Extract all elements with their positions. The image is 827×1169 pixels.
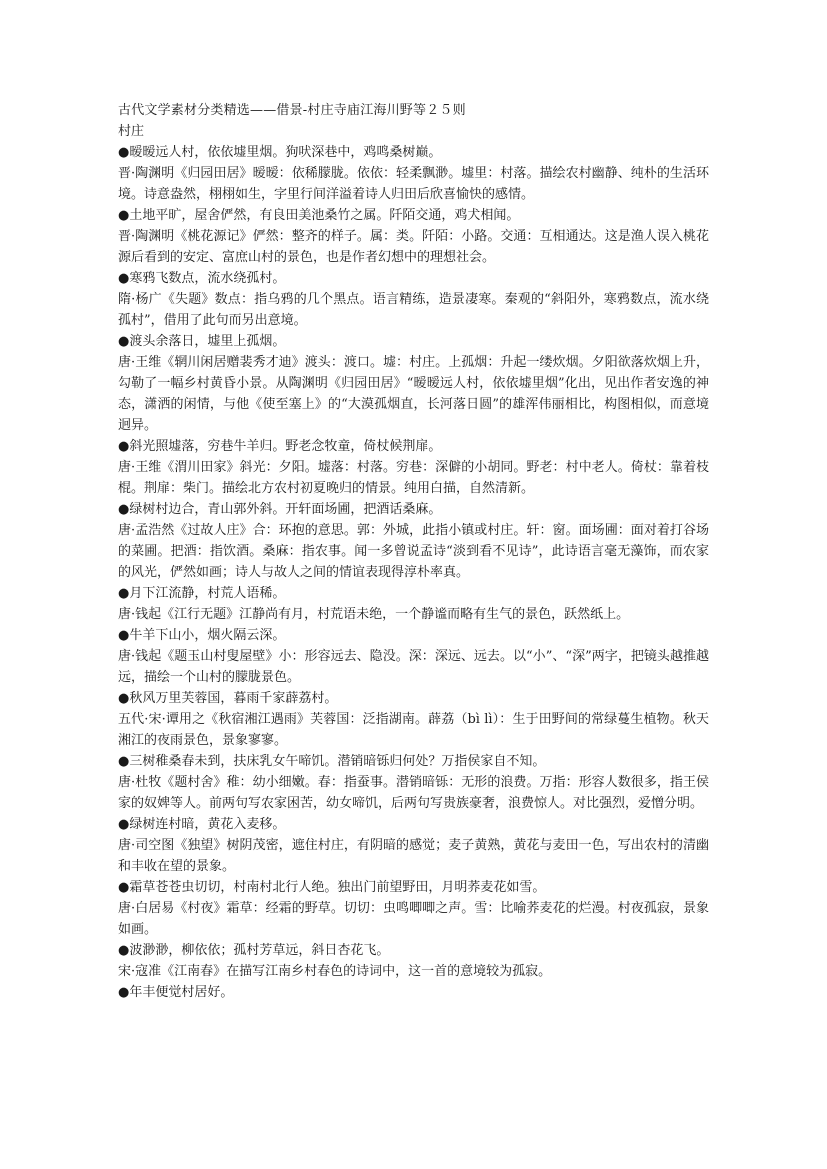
annotation-paragraph: 宋·寇准《江南春》在描写江南乡村春色的诗词中，这一首的意境较为孤寂。 [118,964,552,979]
annotation-paragraph: 五代·宋·谭用之《秋宿湘江遇雨》芙蓉国：泛指湖南。薜荔（bì lì）：生于田野间的常绿蔓生植物。秋天湘江的夜雨景色，景象寥寥。 [118,712,709,748]
annotation-paragraph: 隋·杨广《失题》数点：指乌鸦的几个黑点。语言精练，造景凄寒。秦观的“斜阳外，寒鸦数点，流水绕孤村”，借用了此句而另出意境。 [118,292,709,328]
poem-line: ●秋风万里芙蓉国，暮雨千家薜荔村。 [118,691,338,706]
poem-line: ●渡头余落日，墟里上孤烟。 [118,334,286,349]
poem-line: ●霜草苍苍虫切切，村南村北行人绝。独出门前望野田，月明荞麦花如雪。 [118,880,546,895]
annotation-paragraph: 唐·杜牧《题村舍》稚：幼小细嫩。春：指蚕事。潜销暗铄：无形的浪费。万指：形容人数很多，指王侯家的奴婢等人。前两句写农家困苦，幼女啼饥，后两句写贵族豪奢，浪费惊人。对比强烈，爱憎分明。 [118,775,709,811]
poem-line: ●三树稚桑春未到，扶床乳女午啼饥。潜销暗铄归何处？万指侯家自不知。 [118,754,546,769]
poem-line: ●绿树连村暗，黄花入麦移。 [118,817,286,832]
annotation-paragraph: 唐·孟浩然《过故人庄》合：环抱的意思。郭：外城，此指小镇或村庄。轩：窗。面场圃：面对着打谷场的菜圃。把酒：指饮酒。桑麻：指农事。闻一多曾说孟诗“淡到看不见诗”，此诗语言毫无藻饰，而农家的风光，俨然如画；诗人与故人之间的情谊表现得淳朴率真。 [118,523,709,580]
document-body [118,142,709,1003]
poem-line: ●寒鸦飞数点，流水绕孤村。 [118,271,286,286]
annotation-paragraph: 唐·司空图《独望》树阴茂密，遮住村庄，有阴暗的感觉；麦子黄熟，黄花与麦田一色，写出农村的清幽和丰收在望的景象。 [118,838,709,874]
poem-line: ●月下江流静，村荒人语稀。 [118,586,286,601]
poem-line: ●土地平旷，屋舍俨然，有良田美池桑竹之属。阡陌交通，鸡犬相闻。 [118,208,520,223]
poem-line: ●暧暧远人村，依依墟里烟。狗吠深巷中，鸡鸣桑树巅。 [118,145,442,160]
annotation-paragraph: 唐·钱起《题玉山村叟屋壁》小：形容远去、隐没。深：深远、远去。以“小”、“深”两字，把镜头越推越远，描绘一个山村的朦胧景色。 [118,649,709,685]
poem-line: ●年丰便觉村居好。 [118,985,234,1000]
annotation-paragraph: 晋·陶渊明《桃花源记》俨然：整齐的样子。属：类。阡陌：小路。交通：互相通达。这是渔人误入桃花源后看到的安定、富庶山村的景色，也是作者幻想中的理想社会。 [118,229,709,265]
annotation-paragraph: 晋·陶渊明《归园田居》暧暧：依稀朦胧。依依：轻柔飘渺。墟里：村落。描绘农村幽静、纯朴的生活环境。诗意盎然，栩栩如生，字里行间洋溢着诗人归田后欣喜愉快的感情。 [118,166,709,202]
poem-line: ●斜光照墟落，穷巷牛羊归。野老念牧童，倚杖候荆扉。 [118,439,442,454]
annotation-paragraph: 唐·白居易《村夜》霜草：经霜的野草。切切：虫鸣唧唧之声。雪：比喻荞麦花的烂漫。村夜孤寂，景象如画。 [118,901,709,937]
annotation-paragraph: 唐·王维《渭川田家》斜光：夕阳。墟落：村落。穷巷：深僻的小胡同。野老：村中老人。倚杖：靠着枝棍。荆扉：柴门。描绘北方农村初夏晚归的情景。纯用白描，自然清新。 [118,460,709,496]
section-heading: 村庄 [118,124,145,139]
document-title: 古代文学素材分类精选——借景-村庄寺庙江海川野等２５则 [118,103,466,118]
poem-line: ●牛羊下山小，烟火隔云深。 [118,628,286,643]
poem-line: ●波渺渺，柳依依；孤村芳草远，斜日杏花飞。 [118,943,390,958]
annotation-paragraph: 唐·钱起《江行无题》江静尚有月，村荒语未绝，一个静谧而略有生气的景色，跃然纸上。 [118,607,630,622]
poem-line: ●绿树村边合，青山郭外斜。开轩面场圃，把酒话桑麻。 [118,502,442,517]
annotation-paragraph: 唐·王维《辋川闲居赠裴秀才迪》渡头：渡口。墟：村庄。上孤烟：升起一缕炊烟。夕阳欲落炊烟上升，勾勒了一幅乡村黄昏小景。从陶渊明《归园田居》“暧暧远人村，依依墟里烟”化出，见出作者安逸的神态，潇洒的闲情，与他《使至塞上》的“大漠孤烟直，长河落日圆”的雄浑伟丽相比，构图相似，而意境迥异。 [118,355,709,433]
